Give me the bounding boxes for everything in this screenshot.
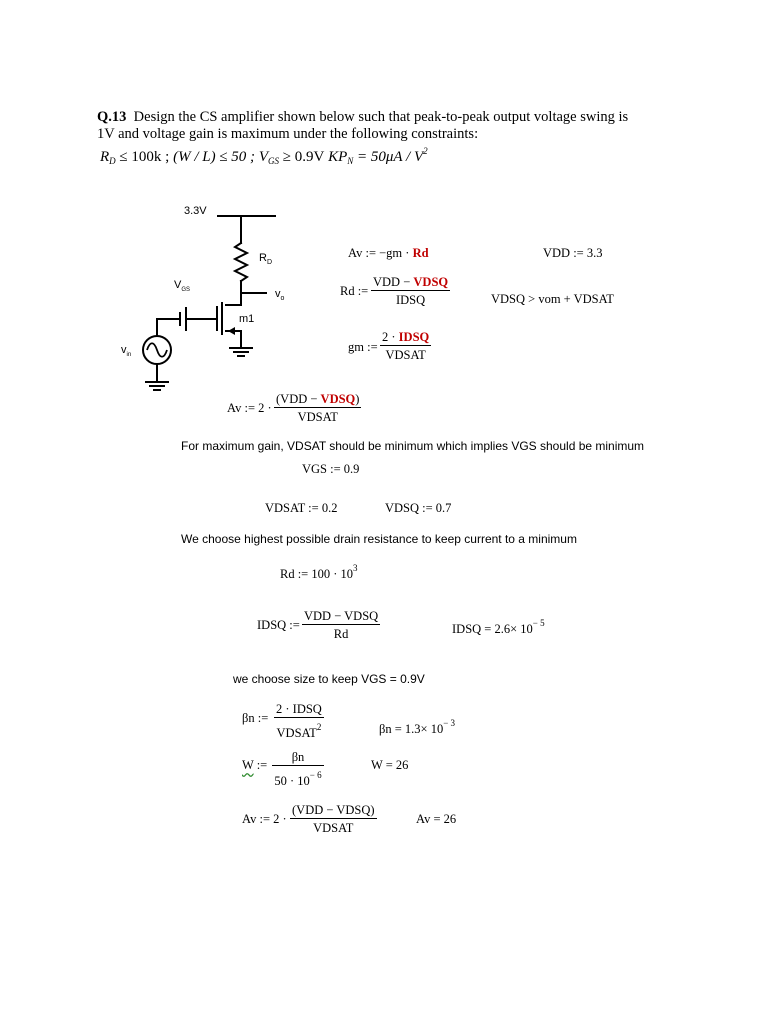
eq-w-den-exp: − 6 [309, 770, 322, 780]
eq-av-def-rd: Rd [412, 246, 429, 260]
eq-av2-fraction [274, 392, 361, 424]
eq-av2-num-vdsq: VDSQ [320, 392, 356, 406]
eq-gm-num-a: 2 · [382, 330, 396, 344]
eq-rd-numerator [371, 275, 450, 291]
vin-label-symbol: v [121, 344, 127, 356]
text-maximum-gain: For maximum gain, VDSAT should be minimum which implies VGS should be minimum [181, 439, 645, 453]
ac-source-icon [147, 343, 167, 357]
eq-av2-num-b: ) [355, 392, 360, 406]
constraint-vgs-symbol: V [258, 149, 268, 165]
eq-rd-lhs: Rd := [340, 284, 369, 298]
vo-label-sub: o [280, 295, 285, 303]
eq-av2-denominator: VDSAT [297, 410, 338, 424]
m1-label: m1 [239, 313, 255, 325]
eq-w-result: W = 26 [371, 758, 409, 772]
eq-bn-result [379, 718, 455, 737]
eq-bn-fraction [274, 702, 324, 740]
eq-av-definition [348, 246, 429, 261]
constraint-kp-sub: N [347, 156, 354, 166]
eq-w-numerator: βn [272, 750, 324, 766]
eq-gm-denominator: VDSAT [385, 348, 426, 362]
vgs-label [174, 279, 190, 293]
eq-gm-num-idsq: IDSQ [398, 330, 430, 344]
constraint-kp-symbol: KP [328, 149, 348, 165]
eq-bn-result-exp: − 3 [443, 718, 456, 728]
eq-bn-numerator: 2 · IDSQ [276, 702, 322, 716]
eq-rd-fraction [371, 275, 450, 307]
eq-av2-lhs: Av := 2 · [227, 401, 272, 415]
eq-gm-fraction [380, 330, 431, 362]
eq-idsq-denominator: Rd [333, 627, 349, 641]
eq-idsq-result-exp: − 5 [532, 618, 545, 628]
question-text-1: Design the CS amplifier shown below such that peak-to-peak output voltage swing is [133, 109, 629, 125]
eq-av3-denominator: VDSAT [313, 821, 354, 835]
question-number: Q.13 [97, 109, 127, 125]
vin-label-sub: in [126, 352, 132, 359]
rd-label [259, 252, 272, 266]
eq-w-assign: := [253, 758, 268, 772]
eq-w-fraction [272, 750, 324, 788]
text-highest-resistance: We choose highest possible drain resistance to keep current to a minimum [181, 532, 577, 546]
eq-bn-lhs: βn := [242, 711, 269, 725]
eq-rd-num-vdsq: VDSQ [413, 275, 449, 289]
constraint-rd-sub: D [109, 156, 116, 166]
eq-bn-denominator [277, 718, 322, 740]
text-choose-size: we choose size to keep VGS = 0.9V [233, 672, 425, 686]
vo-label-symbol: v [275, 288, 281, 300]
constraint-vgs-sub: GS [267, 156, 279, 166]
eq-w-variable: W [242, 758, 254, 772]
eq-idsq-result-base: IDSQ = 2.6× 10 [452, 622, 533, 636]
constraint-kp-exp: 2 [423, 146, 428, 156]
eq-rd-value-exp: 3 [353, 563, 358, 573]
rd-label-sub: D [266, 259, 273, 267]
eq-vdsat: VDSAT := 0.2 [265, 501, 338, 515]
eq-w-den-base: 50 · 10 [274, 774, 310, 788]
eq-vgs: VGS := 0.9 [302, 462, 360, 476]
vgs-label-symbol: V [174, 279, 182, 291]
eq-bn-result-base: βn = 1.3× 10 [379, 722, 444, 736]
eq-vdd: VDD := 3.3 [543, 246, 603, 260]
eq-w-denominator [274, 766, 321, 788]
eq-av3-numerator: (VDD − VDSQ) [292, 803, 375, 817]
eq-idsq-result [452, 618, 545, 637]
eq-idsq-numerator: VDD − VDSQ [304, 609, 379, 623]
constraint-rd-value: ≤ 100k ; [119, 149, 170, 165]
eq-idsq-fraction [302, 609, 380, 641]
eq-gm-lhs: gm := [348, 340, 378, 354]
eq-av-def-lhs: Av := −gm · [348, 246, 410, 260]
eq-idsq-lhs: IDSQ := [257, 618, 300, 632]
eq-rd-num-a: VDD − [373, 275, 411, 289]
eq-bn-den-exp: 2 [316, 722, 322, 732]
eq-vdsq-condition: VDSQ > vom + VDSAT [491, 292, 614, 306]
eq-rd-value [280, 563, 358, 582]
eq-av3-fraction [290, 803, 377, 835]
source-arrow-icon [228, 327, 235, 335]
vin-label [121, 344, 131, 358]
eq-vdsq: VDSQ := 0.7 [385, 501, 452, 515]
eq-av3-lhs: Av := 2 · [242, 812, 287, 826]
constraint-wl: (W / L) ≤ 50 ; [173, 149, 256, 165]
constraint-vgs-value: ≥ 0.9V [282, 149, 325, 165]
eq-av2-numerator [274, 392, 361, 408]
question-text-2: 1V and voltage gain is maximum under the following constraints: [97, 126, 479, 142]
eq-rd-denominator: IDSQ [395, 293, 426, 307]
eq-av3-result: Av = 26 [416, 812, 457, 826]
eq-av2-num-a: (VDD − [276, 392, 318, 406]
supply-label: 3.3V [184, 205, 207, 217]
eq-rd-value-base: Rd := 100 · 10 [280, 567, 354, 581]
eq-bn-den-base: VDSAT [276, 726, 317, 740]
vo-label [275, 288, 284, 302]
constraint-rd-symbol: R [100, 149, 110, 165]
rd-label-symbol: R [259, 252, 267, 264]
eq-w-lhs [242, 758, 267, 773]
vgs-label-sub: GS [181, 287, 191, 294]
eq-gm-numerator [380, 330, 431, 346]
constraint-kp-value: = 50μA / V [357, 149, 424, 165]
